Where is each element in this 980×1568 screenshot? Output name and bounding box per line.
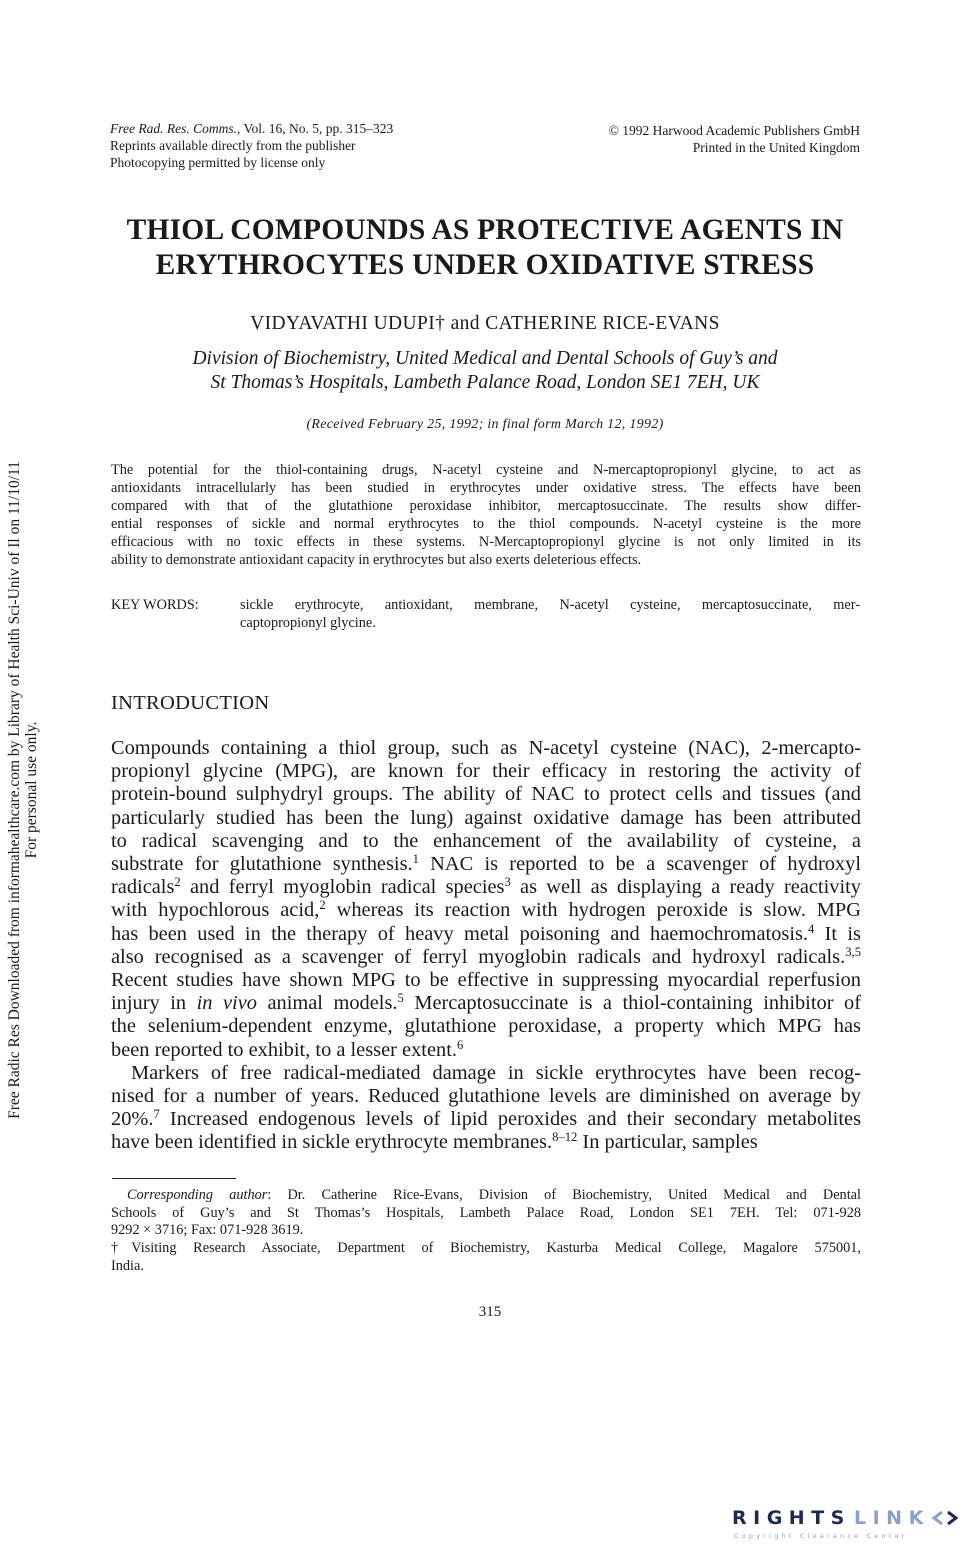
paragraph-2 xyxy=(111,1062,861,1155)
received-dates: (Received February 25, 1992; in final form March 12, 1992) xyxy=(306,417,664,432)
text-line xyxy=(111,830,861,853)
text-line xyxy=(111,1108,861,1131)
text-run: nised for a number of years. Reduced glutathione levels are diminished on average by xyxy=(111,1085,861,1108)
section-title-introduction: INTRODUCTION xyxy=(111,692,270,714)
text-run: injury in xyxy=(111,992,197,1015)
citation-ref: 2 xyxy=(174,875,181,890)
text-run: Markers of free radical-mediated damage in sickle erythrocytes have been recog- xyxy=(131,1061,861,1084)
text-line xyxy=(111,1039,861,1062)
text-line xyxy=(111,946,861,969)
text-run: substrate for glutathione synthesis. xyxy=(111,853,413,876)
text-line xyxy=(111,992,861,1015)
citation-ref: 6 xyxy=(456,1037,464,1052)
text-line xyxy=(111,969,861,992)
text-run: have been identified in sickle erythrocyte membranes. xyxy=(111,1131,553,1154)
abstract: The potential for the thiol-containing drugs, N-acetyl cysteine and N-mercaptopropionyl glycine, to act as antioxidants intracellularly has been studied in erythrocytes under oxidative stress. The effects have been compared with that of the glutathione peroxidase inhibitor, mercaptosuccinate. The results show differ- ential responses of sickle and normal erythrocytes to the thiol compounds. N-acetyl cysteine is the more efficacious with no toxic effects in these systems. N-Mercaptopropionyl glycine is not only limited in its ability to demonstrate antioxidant capacity in erythrocytes but also exerts deleterious effects. xyxy=(111,462,861,569)
text-run: Increased endogenous levels of lipid peroxides and their secondary metabolites xyxy=(159,1108,861,1131)
rightslink-logo-graphic xyxy=(726,1500,966,1544)
text-run: Recent studies have shown MPG to be effective in suppressing myocardial reperfusion xyxy=(111,969,861,992)
text-run: Mercaptosuccinate is a thiol-containing inhibitor of xyxy=(403,992,861,1015)
text-run: propionyl glycine (MPG), are known for their efficacy in restoring the activity of xyxy=(111,760,861,783)
text-run: whereas its reaction with hydrogen peroxide is slow. MPG xyxy=(325,899,862,922)
journal-citation: Free Rad. Res. Comms., Vol. 16, No. 5, pp. 315–323 xyxy=(110,121,394,136)
svg-text:LINK: LINK xyxy=(854,1507,930,1529)
reprints-notice: Reprints available directly from the publisher xyxy=(110,138,356,153)
text-run: It is xyxy=(814,922,861,945)
text-line xyxy=(111,853,861,876)
citation-ref: 2 xyxy=(319,898,326,913)
title-line-1: THIOL COMPOUNDS AS PROTECTIVE AGENTS IN xyxy=(126,214,844,246)
citation-ref: 1 xyxy=(412,852,419,867)
text-run: radicals xyxy=(111,876,175,899)
text-line xyxy=(111,1015,861,1038)
text-run: has been used in the therapy of heavy metal poisoning and haemochromatosis. xyxy=(111,922,809,945)
author-2: CATHERINE RICE-EVANS xyxy=(485,313,720,334)
photocopy-notice: Photocopying permitted by license only xyxy=(110,155,326,170)
citation-ref: 5 xyxy=(397,991,404,1006)
text-line xyxy=(111,1062,861,1085)
text-run: Compounds containing a thiol group, such as N-acetyl cysteine (NAC), 2-mercapto- xyxy=(111,737,861,759)
citation-ref: 4 xyxy=(808,921,815,936)
copyright-notice: © 1992 Harwood Academic Publishers GmbH xyxy=(608,123,860,138)
rightslink-logo[interactable] xyxy=(726,1500,966,1544)
printed-notice: Printed in the United Kingdom xyxy=(692,140,860,155)
text-line xyxy=(111,1131,861,1154)
text-run: and ferryl myoglobin radical species xyxy=(180,876,505,899)
text-line xyxy=(111,923,861,946)
paragraph-1 xyxy=(111,737,861,1062)
text-run: also recognised as a scavenger of ferryl myoglobin radicals and hydroxyl radicals. xyxy=(111,945,846,968)
journal-citation-block xyxy=(110,120,393,171)
text-run: 20%. xyxy=(111,1108,154,1131)
text-run: with hypochlorous acid, xyxy=(111,899,320,922)
page-number: 315 xyxy=(478,1304,502,1320)
citation-ref: 8–12 xyxy=(552,1130,578,1145)
footnote-rule xyxy=(112,1178,236,1179)
text-line xyxy=(111,737,861,760)
text-line xyxy=(111,783,861,806)
text-run: animal models. xyxy=(256,992,398,1015)
author-list: VIDYAVATHI UDUPI† and CATHERINE RICE-EVANS xyxy=(250,313,720,334)
text-run: In particular, samples xyxy=(577,1131,758,1154)
keywords-label: KEY WORDS: xyxy=(111,597,199,613)
text-run: particularly studied has been the lung) against oxidative damage has been attributed xyxy=(111,806,861,829)
text-run: NAC is reported to be a scavenger of hydroxyl xyxy=(418,853,861,876)
citation-ref: 7 xyxy=(153,1107,160,1122)
text-run: been reported to exhibit, to a lesser extent. xyxy=(111,1038,457,1061)
text-run: as well as displaying a ready reactivity xyxy=(510,876,861,899)
text-line xyxy=(111,807,861,830)
paper-title xyxy=(90,213,880,283)
corresponding-author-note: Corresponding author: Dr. Catherine Rice-Evans, Division of Biochemistry, United Medical and Dental xyxy=(127,1187,861,1203)
svg-text:RIGHTS: RIGHTS xyxy=(732,1507,851,1529)
text-line xyxy=(111,899,861,922)
citation-ref: 3,5 xyxy=(845,944,861,959)
text-run: to radical scavenging and to the enhancement of the availability of cysteine, a xyxy=(111,829,861,852)
text-run: the selenium-dependent enzyme, glutathione peroxidase, a property which MPG has xyxy=(111,1015,861,1038)
text-line xyxy=(111,1085,861,1108)
citation-ref: 3 xyxy=(504,875,511,890)
download-stamp-line-1: Free Radic Res Downloaded from informahealthcare.com by Library of Health Sci-Univ of Il on 11/10/11 xyxy=(6,461,23,1119)
svg-text:Copyright Clearance Center: Copyright Clearance Center xyxy=(734,1532,908,1540)
download-watermark xyxy=(0,430,46,1150)
text-line xyxy=(111,760,861,783)
text-run: protein-bound sulphydryl groups. The ability of NAC to protect cells and tissues (and xyxy=(111,783,861,806)
affiliation: Division of Biochemistry, United Medical and Dental Schools of Guy’s and St Thomas’s Hospitals, Lambeth Palance Road, London SE1 7EH, UK xyxy=(192,348,778,393)
visiting-note: †Visiting Research Associate, Department of Biochemistry, Kasturba Medical College, Magalore 575001, xyxy=(111,1240,861,1257)
footnotes: Corresponding author: Dr. Catherine Rice-Evans, Division of Biochemistry, United Medical and Dental Schools of Guy’s and St Thomas’s Hospitals, Lambeth Palace Road, London SE1 7EH. Tel: 071-928 9292 × 3716; Fax: 071-928 3619. †Visiting Research Associate, Department of Biochemistry, Kasturba Medical College, Magalore 575001, India. xyxy=(111,1187,861,1274)
body-text xyxy=(111,737,861,1155)
download-stamp-line-2: For personal use only. xyxy=(23,721,40,859)
publisher-block xyxy=(609,122,860,156)
italic-term: in vivo xyxy=(196,992,257,1015)
text-line xyxy=(111,876,861,899)
title-line-2: ERYTHROCYTES UNDER OXIDATIVE STRESS xyxy=(155,249,815,281)
author-1: VIDYAVATHI UDUPI† xyxy=(250,313,446,334)
